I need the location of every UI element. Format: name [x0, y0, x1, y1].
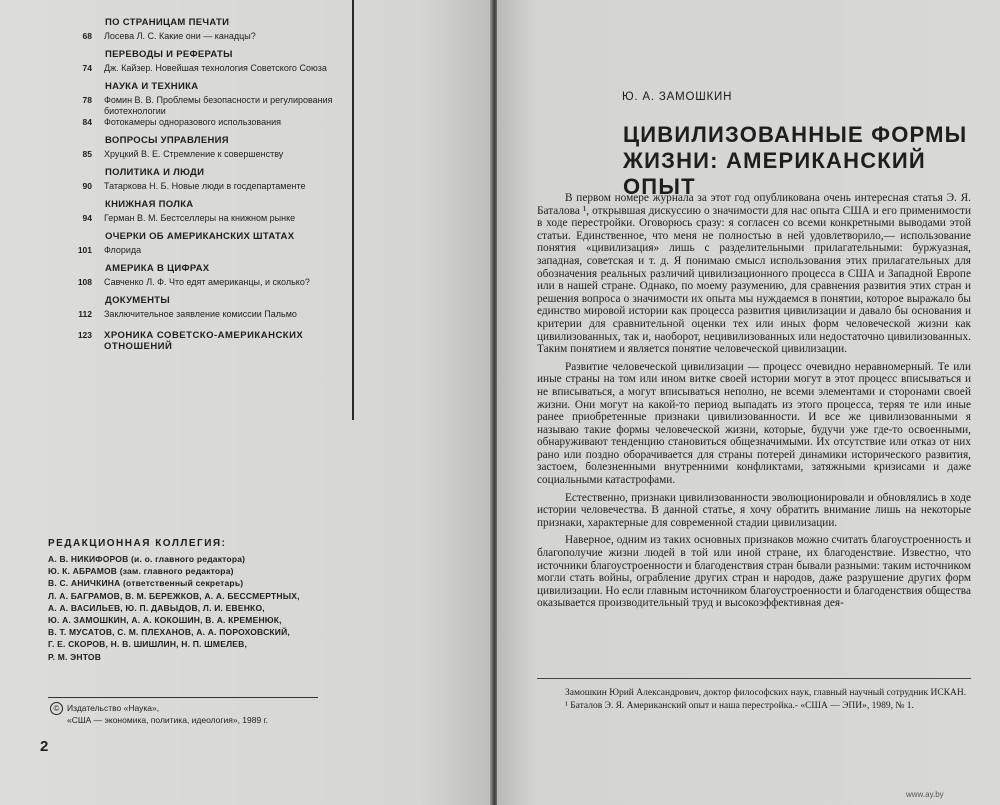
toc-section-title: ДОКУМЕНТЫ	[105, 295, 171, 306]
toc-page-number: 85	[82, 149, 92, 159]
footnote: Замошкин Юрий Александрович, доктор философских наук, главный научный сотрудник ИСКАН.	[565, 688, 967, 698]
article-author: Ю. А. ЗАМОШКИН	[622, 91, 733, 103]
toc-entry-text: ХРОНИКА СОВЕТСКО-АМЕРИКАНСКИХ ОТНОШЕНИЙ	[104, 330, 304, 352]
toc-section-title: ПЕРЕВОДЫ И РЕФЕРАТЫ	[105, 49, 233, 60]
toc-entry[interactable]	[50, 277, 350, 288]
article-paragraph: Наверное, одним из таких основных признаков можно считать благоустроенность и благополучие жизни людей в той или иной стране, их благоденствие. Известно, что источники благоустроенности и благоденствия стран бывали разными: таким источником могли стать войны, ограбление других стран и народов, даже разрушение других форм цивилизации. Но если главным источником благоустроенности и благоденствия общества оказывается производительный труд и высокоэффективная дея-	[537, 534, 971, 610]
editorial-board-members	[48, 553, 348, 663]
article-body	[537, 192, 971, 615]
watermark: www.ay.by	[906, 790, 944, 799]
footnote: ¹ Баталов Э. Я. Американский опыт и наша перестройка.- «США — ЭПИ», 1989, № 1.	[565, 701, 914, 711]
toc-section-title: ПО СТРАНИЦАМ ПЕЧАТИ	[105, 17, 230, 28]
board-member-line: Ю. А. ЗАМОШКИН, А. А. КОКОШИН, В. А. КРЕМЕНЮК,	[48, 615, 282, 626]
copyright-line1: Издательство «Наука»,	[67, 703, 160, 713]
toc-section	[50, 17, 350, 42]
toc-page-number: 74	[82, 63, 92, 73]
toc-section	[50, 231, 350, 256]
toc-entry[interactable]	[50, 245, 350, 256]
toc-section	[50, 81, 350, 128]
board-member-line: Л. А. БАГРАМОВ, В. М. БЕРЕЖКОВ, А. А. БЕССМЕРТНЫХ,	[48, 590, 300, 601]
left-page	[0, 0, 492, 805]
toc-entry[interactable]	[50, 330, 350, 352]
toc-entry-text: Татаркова Н. Б. Новые люди в госдепартаменте	[104, 181, 306, 191]
toc-entry-text: Дж. Кайзер. Новейшая технология Советского Союза	[104, 63, 327, 73]
toc-page-number: 68	[82, 31, 92, 41]
article-paragraph: Естественно, признаки цивилизованности эволюционировали и обновлялись в ходе истории человечества. В данной статье, я хочу обратить внимание лишь на некоторые признаки, характерные для современной стадии цивилизации.	[537, 491, 971, 529]
board-member-line: Р. М. ЭНТОВ	[48, 651, 102, 662]
copyright-line2: «США — экономика, политика, идеология», 1989 г.	[67, 715, 268, 725]
table-of-contents	[50, 10, 350, 352]
article-title-line2: ЖИЗНИ: АМЕРИКАНСКИЙ ОПЫТ	[623, 148, 926, 199]
board-member-line: Ю. К. АБРАМОВ (зам. главного редактора)	[48, 566, 234, 577]
toc-page-number: 112	[78, 309, 92, 319]
board-member-line: В. С. АНИЧКИНА (ответственный секретарь)	[48, 578, 244, 589]
toc-page-number: 90	[82, 181, 92, 191]
toc-section	[50, 263, 350, 288]
toc-section-title: ПОЛИТИКА И ЛЮДИ	[105, 167, 205, 178]
toc-section	[50, 167, 350, 192]
toc-section-title: КНИЖНАЯ ПОЛКА	[105, 199, 194, 210]
toc-entry-text: Лосева Л. С. Какие они — канадцы?	[104, 31, 256, 41]
toc-section-title: НАУКА И ТЕХНИКА	[105, 81, 199, 92]
toc-section-title: ОЧЕРКИ ОБ АМЕРИКАНСКИХ ШТАТАХ	[105, 231, 295, 242]
toc-section	[50, 135, 350, 160]
copyright-rule	[48, 697, 318, 698]
toc-entry[interactable]	[50, 309, 350, 320]
article-title-line1: ЦИВИЛИЗОВАННЫЕ ФОРМЫ	[623, 122, 968, 147]
toc-page-number: 84	[82, 117, 92, 127]
toc-section	[50, 199, 350, 224]
board-member-line: Г. Е. СКОРОВ, Н. В. ШИШЛИН, Н. П. ШМЕЛЕВ,	[48, 639, 248, 650]
toc-entry-text: Савченко Л. Ф. Что едят американцы, и сколько?	[104, 277, 310, 287]
editorial-board-heading: РЕДАКЦИОННАЯ КОЛЛЕГИЯ:	[48, 538, 227, 549]
toc-entry[interactable]	[50, 31, 350, 42]
toc-entry-text: Фотокамеры одноразового использования	[104, 117, 281, 127]
toc-entry-text: Заключительное заявление комиссии Пальмо	[104, 309, 297, 319]
copyright-icon: ©	[50, 702, 63, 715]
toc-section	[50, 295, 350, 320]
board-member-line: А. В. НИКИФОРОВ (и. о. главного редактора)	[48, 554, 246, 564]
footnote-rule	[537, 678, 971, 679]
board-member-line: А. А. ВАСИЛЬЕВ, Ю. П. ДАВЫДОВ, Л. И. ЕВЕНКО,	[48, 602, 265, 613]
toc-entry-text: Фомин В. В. Проблемы безопасности и регулирования биотехнологии	[104, 95, 333, 116]
toc-entry[interactable]	[50, 181, 350, 192]
toc-page-number: 123	[77, 330, 92, 340]
article-paragraph: Развитие человеческой цивилизации — процесс очевидно неравномерный. Те или иные страны на том или ином витке своей истории могут в этот процесс вписываться и не вписываться, а могут вписываться неполно, не всеми элементами и сторонами своей жизни. Они могут на какой-то период выпадать из этого процесса, теряя те или иные ранее приобретенные признаки цивилизованности. И все же цивилизованными я называю такие формы человеческой жизни, которые, будучи уже где-то освоенными, обнаруживают тенденцию становиться общезначимыми. Их отсутствие или отказ от них рано или поздно оборачивается для страны потерей динамики исторического развития, застоем, болезненными внутренними конфликтами, затяжными кризисами и даже социальными катастрофами.	[537, 360, 971, 487]
toc-entry[interactable]	[50, 213, 350, 224]
footnotes	[537, 688, 971, 714]
toc-entry[interactable]	[50, 95, 350, 117]
copyright-notice	[50, 702, 320, 726]
toc-entry-text: Герман В. М. Бестселлеры на книжном рынке	[104, 213, 296, 223]
toc-page-number: 94	[82, 213, 92, 223]
toc-entry[interactable]	[50, 149, 350, 160]
toc-entry-text: Хруцкий В. Е. Стремление к совершенству	[104, 149, 284, 159]
toc-section-title: АМЕРИКА В ЦИФРАХ	[105, 263, 210, 274]
toc-page-number: 108	[77, 277, 92, 287]
toc-vertical-rule	[352, 0, 354, 420]
toc-entry[interactable]	[50, 63, 350, 74]
toc-page-number: 101	[77, 245, 92, 255]
article-title	[623, 122, 973, 200]
page-number-left: 2	[40, 738, 49, 755]
toc-page-number: 78	[82, 95, 92, 105]
toc-section-title: ВОПРОСЫ УПРАВЛЕНИЯ	[105, 135, 229, 146]
toc-entry[interactable]	[50, 117, 350, 128]
article-paragraph: В первом номере журнала за этот год опубликована очень интересная статья Э. Я. Баталова ¹, открывшая дискуссию о значимости для нас опыта США и его применимости в ходе перестройки. Оговорюсь сразу: я согласен со всеми конкретными выводами этой статьи. Единственное, что меня не полностью в ней удовлетворило,— использование понятия «цивилизация» лишь с разделительными прилагательными: буржуазная, западная, советская и т. д. Я понимаю смысл использования этих прилагательных для обозначения реальных различий цивилизационного процесса в США и Западной Европе или в нашей стране. Однако, по моему разумению, для сравнения развития этих стран и решения вопроса о значимости их опыта мы нуждаемся в понятии, которое выражало бы единство мировой истории как процесса развития цивилизации и давало бы основания и критерии для сравнительной оценки тех или иных форм человеческой жизни как цивилизованных, так и, наоборот, нецивилизованных или недостаточно цивилизованных. Таким понятием и является понятие человеческой цивилизации.	[537, 192, 971, 356]
editorial-board	[48, 538, 348, 663]
toc-entry-text: Флорида	[104, 245, 142, 255]
board-member-line: В. Т. МУСАТОВ, С. М. ПЛЕХАНОВ, А. А. ПОРОХОВСКИЙ,	[48, 627, 290, 638]
toc-section	[50, 49, 350, 74]
